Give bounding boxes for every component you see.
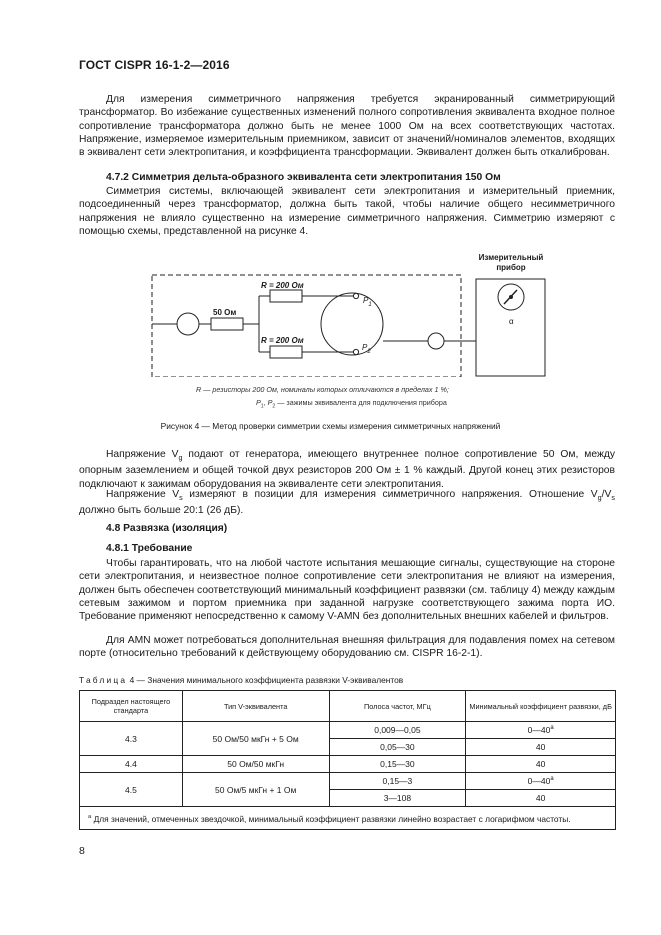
table-cell: 0,009—0,05 bbox=[329, 722, 466, 739]
figure-legend-p: $P_1$, $P_2$ — зажимы эквивалента для подключения прибора bbox=[256, 398, 447, 410]
generator-icon bbox=[177, 313, 199, 335]
resistor-r2 bbox=[270, 346, 302, 358]
resistor-50-ohm bbox=[211, 318, 243, 330]
paragraph-decoupling: Чтобы гарантировать, что на любой частоте испытания мешающие сигналы, существующие на стороне сети электропитания, и неизвестное полное сопротивление сети электропитания не влияют на измерения, должен быть обеспечен соответствующий минимальный коэффициент развязки (см. таблицу 4) между каждым сетевым зажимом и портом приемника при заданной нагрузке соответствующего зажима порта ИО. Требование применяют непосредственно к самому V-AMN без дополнительных внешних кабелей и фильтров. bbox=[79, 558, 615, 623]
resistor-r1 bbox=[270, 290, 302, 302]
coax-connector-icon bbox=[428, 333, 444, 349]
table-footnote-row bbox=[80, 807, 616, 830]
table-cell: 40 bbox=[466, 790, 616, 807]
paragraph-symmetry: Симметрия системы, включающей эквивалент сети электропитания и измерительный приемник, подсоединенный через трансформатор, должна быть такой, чтобы наличие общего несимметричного напряжения не влияло существенно на измерение симметричного напряжения. Симметрию измеряют с помощью схемы, представленной на рисунке 4. bbox=[79, 186, 615, 238]
isolation-table bbox=[79, 690, 616, 830]
figure-legend-r: R — резисторы 200 Ом, номиналы которых отличаются в пределах 1 %; bbox=[196, 385, 449, 394]
table-cell: 50 Ом/5 мкГн + 1 Ом bbox=[182, 773, 329, 807]
meter-alpha-label: α bbox=[509, 317, 514, 326]
label-50-ohm: 50 Ом bbox=[213, 308, 237, 317]
meter-box bbox=[476, 279, 545, 376]
label-r1: R = 200 Ом bbox=[261, 281, 304, 290]
section-heading-4-7-2: 4.7.2 Симметрия дельта-образного эквивалента сети электропитания 150 Ом bbox=[106, 172, 501, 183]
table-header: Полоса частот, МГц bbox=[329, 691, 466, 722]
paragraph-transformer: Для измерения симметричного напряжения требуется экранированный симметрирующий трансформатор. Во избежание существенных изменений полного сопротивления эквивалента входное полное сопротивление трансформатора должно быть не менее 1000 Ом на всех соответствующих частотах. Напряжение, измеряемое измерительным приемником, зависит от значений/номиналов элементов, входящих в эквивалент сети электропитания, и коэффициента трансформации. Эквивалент должен быть откалиброван. bbox=[79, 94, 615, 159]
table-header: Тип V-эквивалента bbox=[182, 691, 329, 722]
table-cell: 0—40$^a$ bbox=[466, 722, 616, 739]
table-caption: Таблица 4 — Значения минимального коэффициента развязки V-эквивалентов bbox=[79, 675, 404, 685]
table-cell: 50 Ом/50 мкГн + 5 Ом bbox=[182, 722, 329, 756]
paragraph-amn-filter: Для AMN может потребоваться дополнительная внешняя фильтрация для подавления помех на сетевом порте (относительно требований к действующему оборудованию см. CISPR 16-2-1). bbox=[79, 635, 615, 660]
table-cell: 40 bbox=[466, 739, 616, 756]
table-cell: 50 Ом/50 мкГн bbox=[182, 756, 329, 773]
table-cell: 4.3 bbox=[80, 722, 183, 756]
table-cell: 4.4 bbox=[80, 756, 183, 773]
amn-circle bbox=[321, 293, 383, 355]
table-cell: 3—108 bbox=[329, 790, 466, 807]
paragraph-vg: Напряжение $V_g$ подают от генератора, имеющего внутреннее полное сопротивление 50 Ом, между опорным заземлением и общей точкой двух резисторов 200 Ом ± 1 % каждый. Другой конец этих резисторов подключают к зажимам оборудования на эквиваленте сети электропитания. bbox=[79, 449, 616, 490]
table-header: Подраздел настоящего стандарта bbox=[80, 691, 183, 722]
table-cell: 0,15—3 bbox=[329, 773, 466, 790]
page-number: 8 bbox=[79, 845, 85, 857]
figure-4-circuit bbox=[79, 252, 615, 377]
meter-title-2: прибор bbox=[496, 263, 526, 272]
meter-title-1: Измерительный bbox=[478, 253, 544, 262]
paragraph-vs: Напряжение $V_s$ измеряют в позиции для измерения симметричного напряжения. Отношение $V_g/V_s$ должно быть больше 20:1 (26 дБ). bbox=[79, 489, 615, 517]
table-cell: 4.5 bbox=[80, 773, 183, 807]
table-footnote: $^a$ Для значений, отмеченных звездочкой, минимальный коэффициент развязки линейно возрастает с логарифмом частоты. bbox=[80, 807, 616, 830]
table-header: Минимальный коэффициент развязки, дБ bbox=[466, 691, 616, 722]
document-header: ГОСТ CISPR 16-1-2—2016 bbox=[79, 58, 230, 72]
table-cell: 0—40$^a$ bbox=[466, 773, 616, 790]
table-cell: 0,15—30 bbox=[329, 756, 466, 773]
figure-caption: Рисунок 4 — Метод проверки симметрии схемы измерения симметричных напряжений bbox=[160, 421, 501, 431]
table-cell: 40 bbox=[466, 756, 616, 773]
table-cell: 0,05—30 bbox=[329, 739, 466, 756]
table-header-row bbox=[80, 691, 616, 722]
table-row bbox=[80, 773, 616, 790]
table-row bbox=[80, 722, 616, 739]
section-heading-4-8: 4.8 Развязка (изоляция) bbox=[106, 523, 228, 534]
label-p2: $P_2$ bbox=[362, 343, 371, 355]
section-heading-4-8-1: 4.8.1 Требование bbox=[106, 543, 193, 554]
label-r2: R = 200 Ом bbox=[261, 336, 304, 345]
table-row bbox=[80, 756, 616, 773]
label-p1: $P_1$ bbox=[363, 296, 372, 308]
